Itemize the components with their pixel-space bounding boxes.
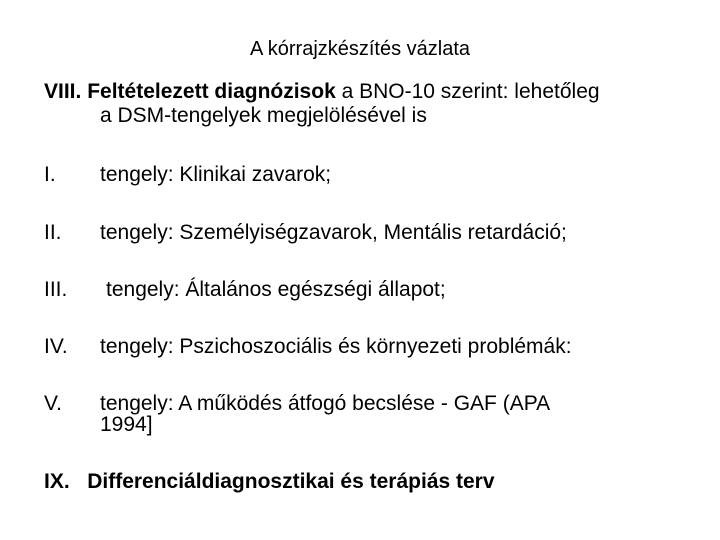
section-ix-number: IX. [44,470,70,493]
section-viii-number: VIII. [44,80,82,103]
axis-text-line2: 1994] [100,413,153,436]
axis-text: tengely: Személyiségzavarok, Mentális retardáció; [100,221,567,244]
axis-number: IV. [44,335,68,358]
section-viii-bold-lead: Feltételezett diagnózisok [87,80,336,103]
axis-text: tengely: Klinikai zavarok; [100,163,332,186]
section-viii-heading [44,80,694,128]
section-ix-text: Differenciáldiagnosztikai és terápiás terv [87,470,495,493]
axis-text: tengely: Általános egészségi állapot; [106,278,446,301]
section-viii-rest-line2: a DSM-tengelyek megjelölésével is [100,104,427,127]
axis-number: I. [44,163,56,186]
section-viii-lead [44,80,336,103]
page-title: A kórrajzkészítés vázlata [249,38,471,60]
axis-number: II. [44,221,62,244]
axis-number: V. [44,392,62,415]
axis-text: tengely: Pszichoszociális és környezeti problémák: [100,335,572,358]
axis-text [100,393,680,435]
section-ix-heading [44,470,694,494]
section-viii-rest-line1: a BNO-10 szerint: lehetőleg [335,80,600,103]
axis-text-line1: tengely: A működés átfogó becslése - GAF (APA [100,392,551,415]
axis-number: III. [44,278,68,301]
